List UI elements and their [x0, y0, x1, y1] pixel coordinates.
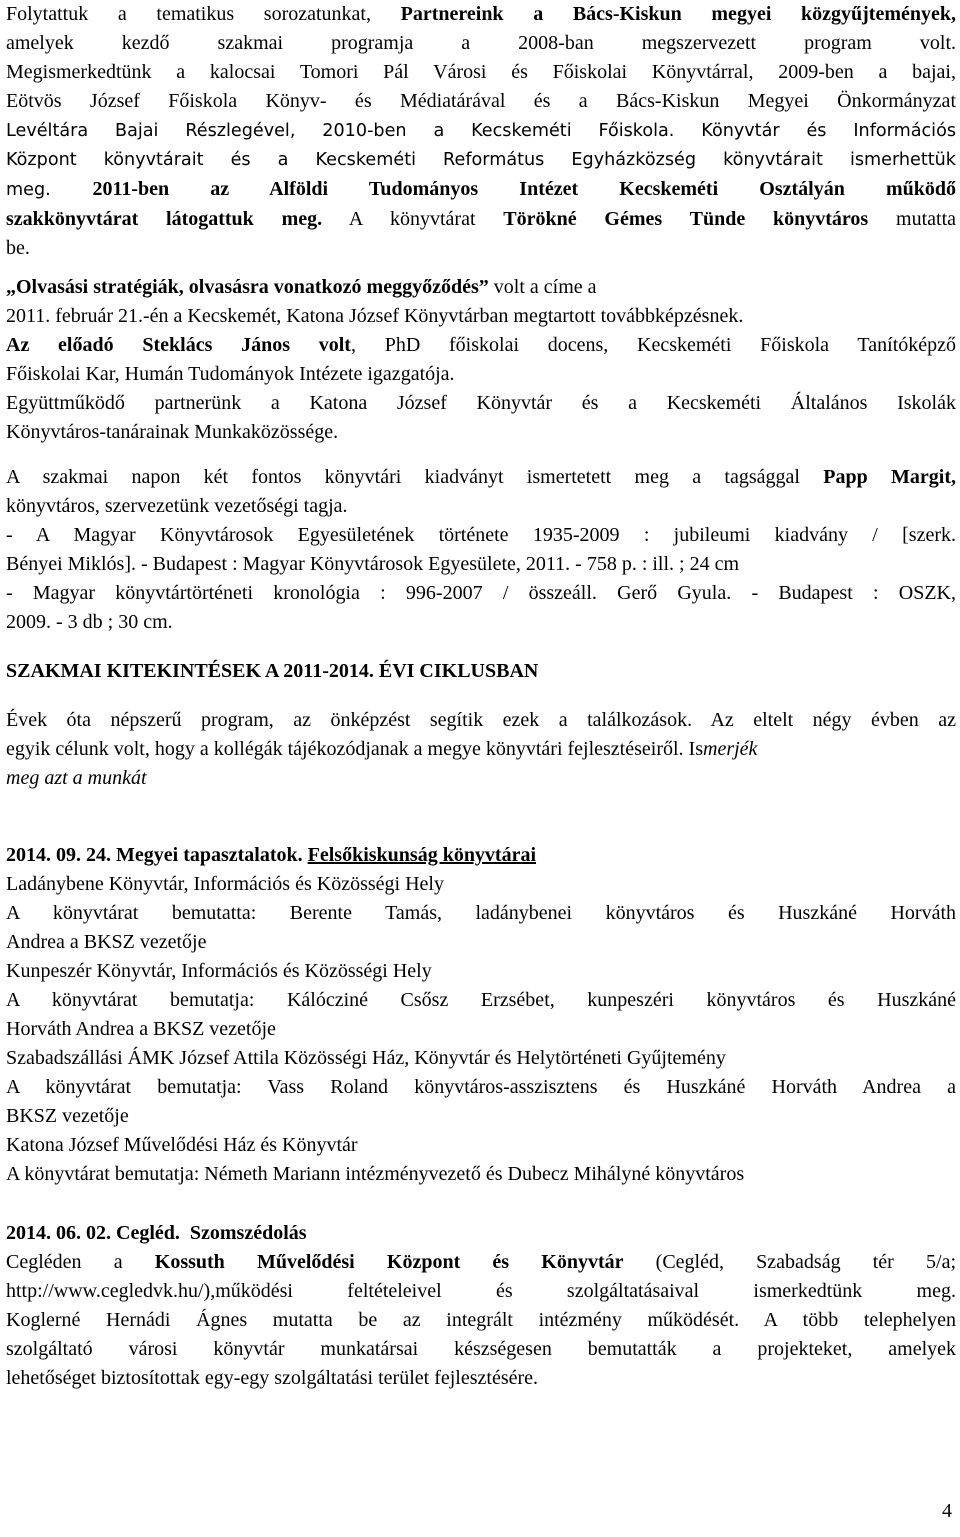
lecture-paragraph: „Olvasási stratégiák, olvasásra vonatkozó meggyőződés” volt a címe a 2011. február 21.-én a Kecskemét, Katona József Könyvtárban megtartott továbbképzésnek. Az előadó Steklács János volt, PhD főiskolai docens, Kecskeméti Főiskola Tanítóképző Főiskolai Kar, Humán Tudományok Intézete igazgatója. Együttműködő partnerünk a Katona József Könyvtár és a Kecskeméti Általános Iskolák Könyvtáros-tanárainak Munkaközössége.	[6, 276, 957, 443]
section-intro: Évek óta népszerű program, az önképzést segítik ezek a találkozások. Az eltelt négy évben az egyik célunk volt, hogy a kollégák tájékozódjanak a megye könyvtári fejlesztéseiről. Ismerjék meg azt a munkát	[6, 709, 956, 789]
visit-2014-09-24: 2014. 09. 24. Megyei tapasztalatok. Felsőkiskunság könyvtárai Ladánybene Könyvtár, Információs és Közösségi Hely A könyvtárat bemutatta: Berente Tamás, ladánybenei könyvtáros és Huszkáné Horváth Andrea a BKSZ vezetője Kunpeszér Könyvtár, Információs és Közösségi Hely A könyvtárat bemutatja: Kálócziné Csősz Erzsébet, kunpeszéri könyvtáros és Huszkáné Horváth Andrea a BKSZ vezetője Szabadszállási ÁMK József Attila Közösségi Ház, Könyvtár és Helytörténeti Gyűjtemény A könyvtárat bemutatja: Vass Roland könyvtáros-asszisztens és Huszkáné Horváth Andrea a BKSZ vezetője Katona József Művelődési Ház és Könyvtár A könyvtárat bemutatja: Németh Mariann intézményvezető és Dubecz Mihályné könyvtáros	[6, 844, 956, 1185]
intro-paragraph: Folytattuk a tematikus sorozatunkat, Partnereink a Bács-Kiskun megyei közgyűjtemények, amelyek kezdő szakmai programja a 2008-ban megszervezett program volt. Megismerkedtünk a kalocsai Tomori Pál Városi és Főiskolai Könyvtárral, 2009-ben a bajai, Eötvös József Főiskola Könyv- és Médiatárával és a Bács-Kiskun Megyei Önkormányzat Levéltára Bajai Részlegével, 2010-ben a Kecskeméti Főiskola. Könyvtár és Információs Központ könyvtárait és a Kecskeméti Református Egyházközség könyvtárait ismerhettük meg. 2011-ben az Alföldi Tudományos Intézet Kecskeméti Osztályán működő szakkönyvtárat látogattuk meg. A könyvtárat Törökné Gémes Tünde könyvtáros mutatta be.	[6, 3, 956, 259]
visit-title: Felsőkiskunság könyvtárai	[307, 844, 537, 866]
visit-2014-06-02: 2014. 06. 02. Cegléd. Szomszédolás Cegléden a Kossuth Művelődési Központ és Könyvtár (Cegléd, Szabadság tér 5/a; http://www.cegledvk.hu/),működési feltételeivel és szolgáltatásaival ismerkedtünk meg. Koglerné Hernádi Ágnes mutatta be az integrált intézmény működését. A több telephelyen szolgáltató városi könyvtár munkatársai készségesen bemutatták a projekteket, amelyek lehetőséget biztosítottak egy-egy szolgáltatási terület fejlesztésére.	[6, 1222, 957, 1389]
page-number: 4	[942, 1500, 952, 1522]
publications-paragraph: A szakmai napon két fontos könyvtári kiadványt ismertetett meg a tagsággal Papp Margit, könyvtáros, szervezetünk vezetőségi tagja. - A Magyar Könyvtárosok Egyesületének története 1935-2009 : jubileumi kiadvány / [szerk. Bényei Miklós]. - Budapest : Magyar Könyvtárosok Egyesülete, 2011. - 758 p. : ill. ; 24 cm - Magyar könyvtártörténeti kronológia : 996-2007 / összeáll. Gerő Gyula. - Budapest : OSZK, 2009. - 3 db ; 30 cm.	[6, 466, 956, 633]
series-title: Partnereink a Bács-Kiskun megyei közgyűjtemények,	[400, 3, 956, 25]
document-body	[6, 0, 956, 1393]
lecture-title: „Olvasási stratégiák, olvasásra vonatkozó meggyőződés”	[6, 276, 489, 298]
section-heading: SZAKMAI KITEKINTÉSEK A 2011-2014. ÉVI CIKLUSBAN	[6, 660, 539, 682]
visit-title: Szomszédolás	[189, 1222, 307, 1244]
